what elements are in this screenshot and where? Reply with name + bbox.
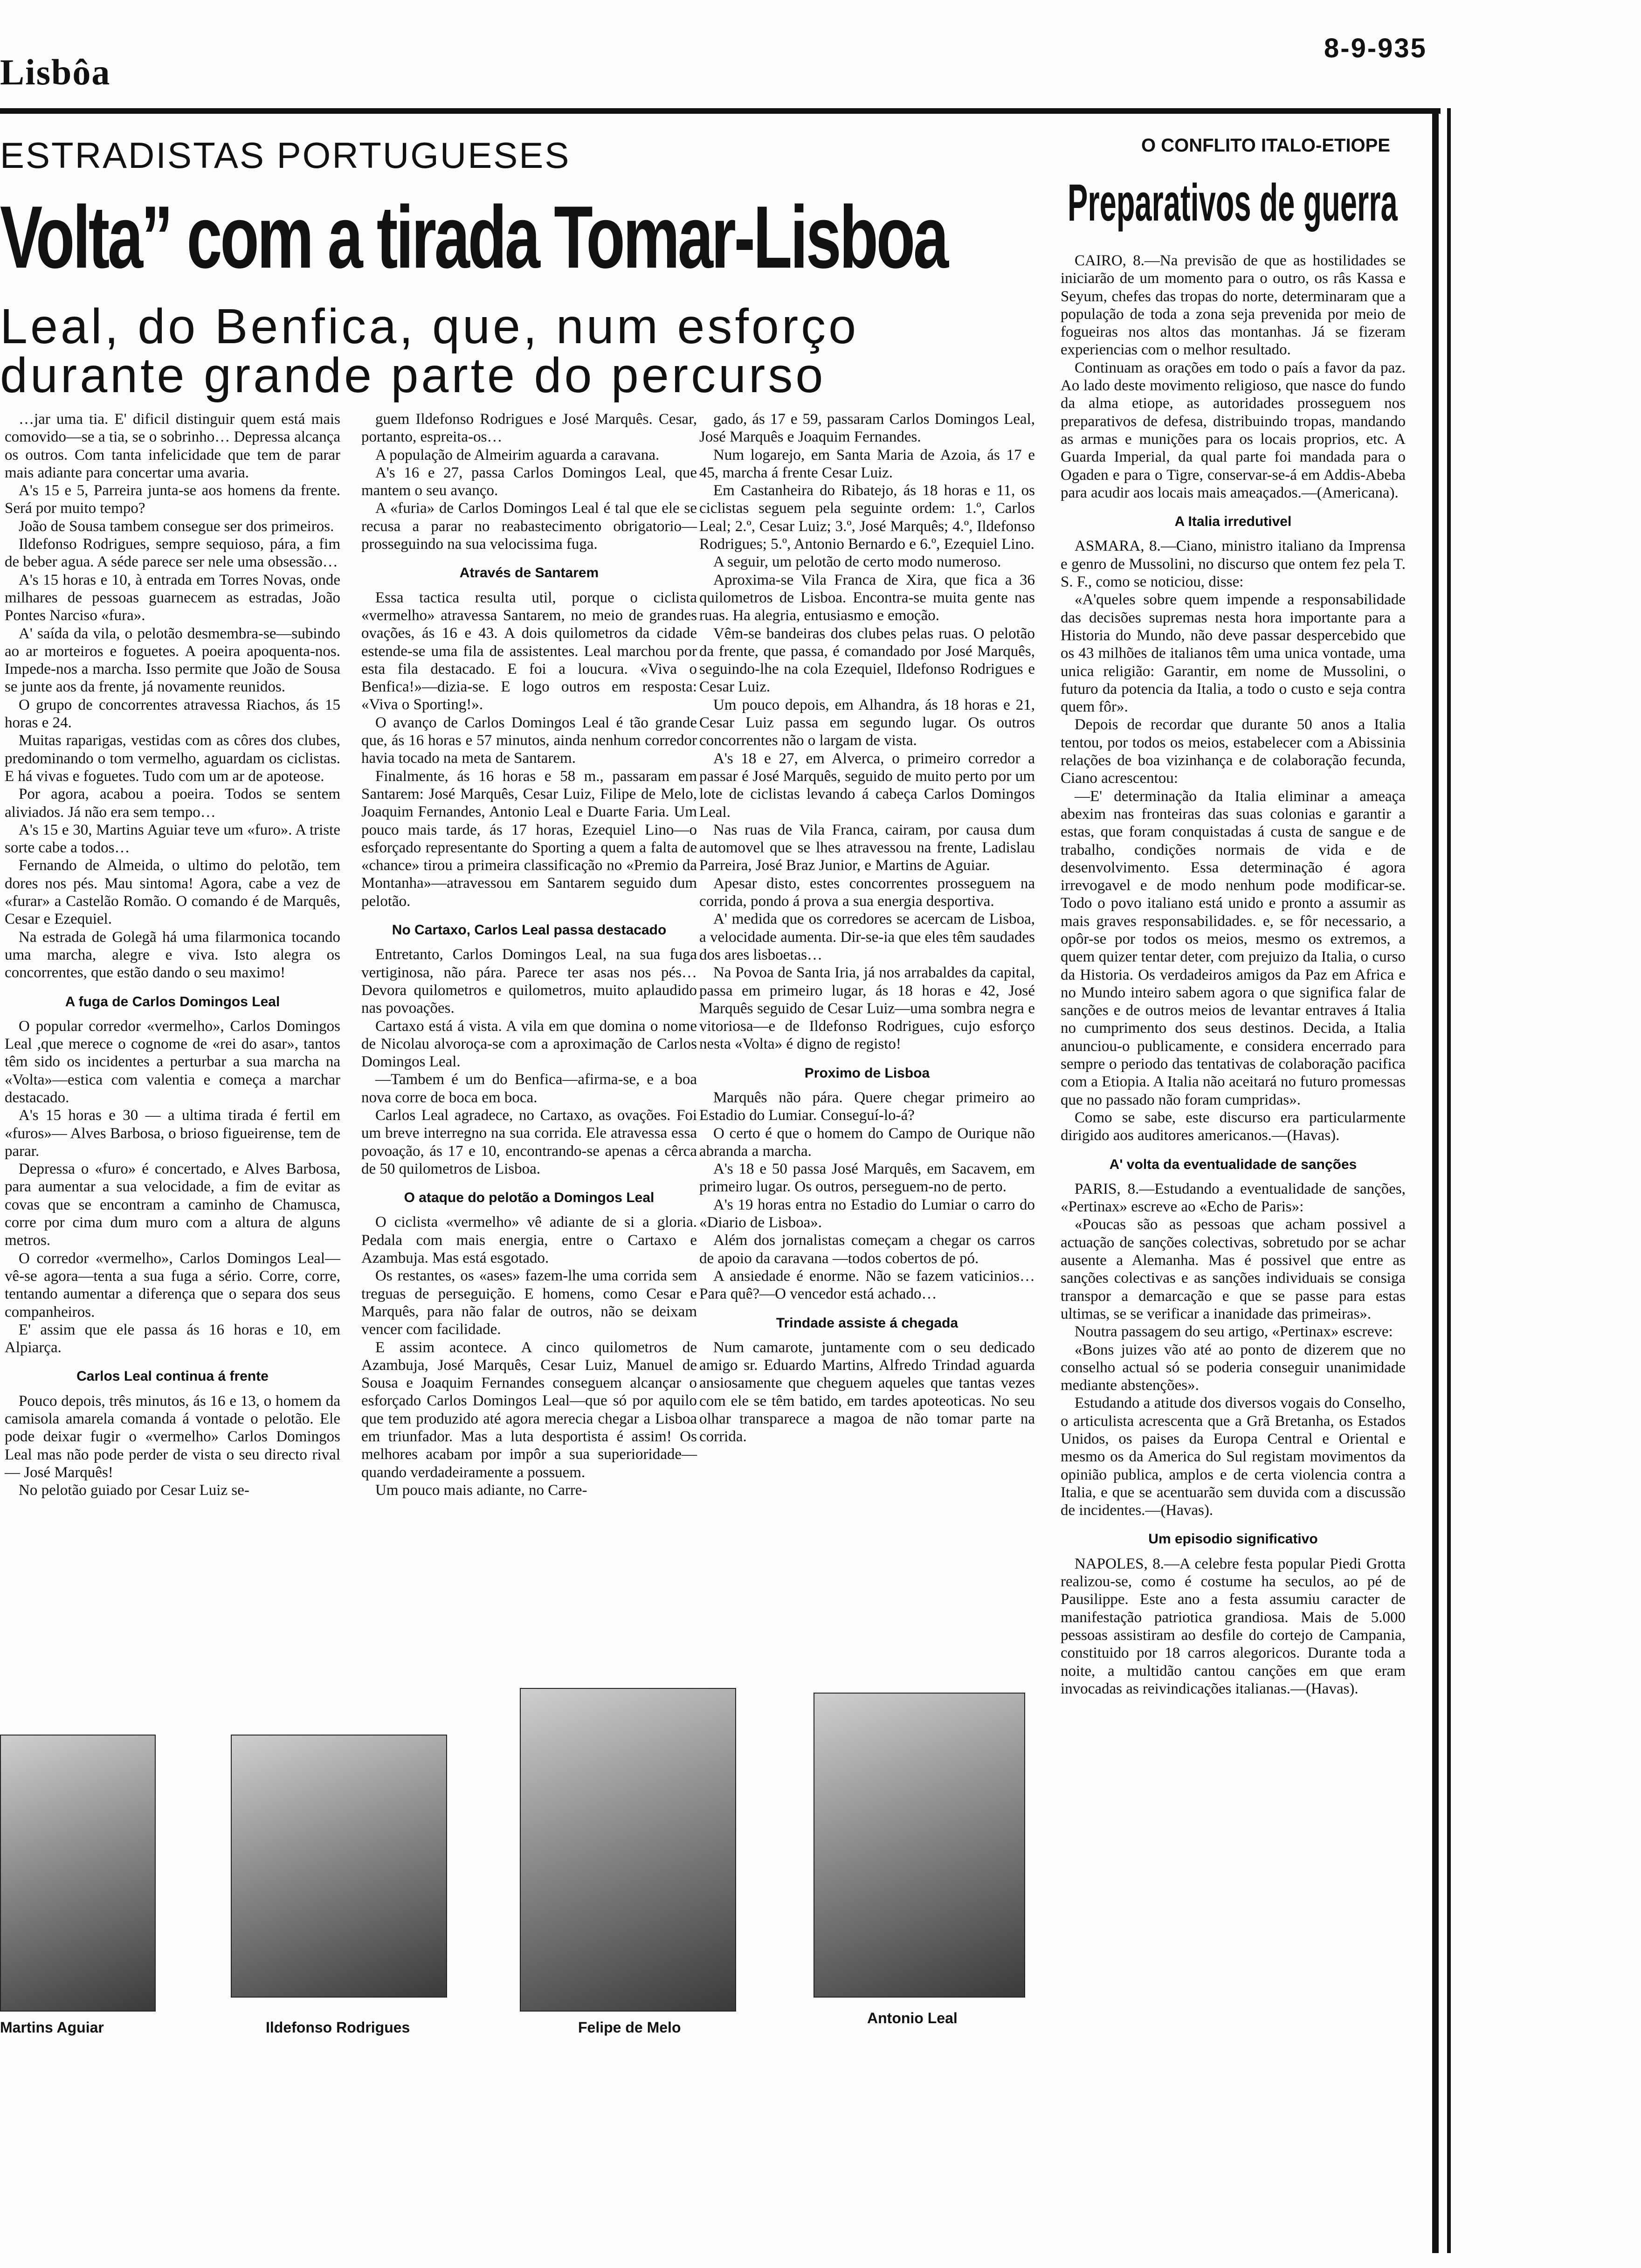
paragraph: «A'queles sobre quem impende a responsabilidade das decisões supremas nesta hora importante para a Historia do Mundo, não deve passar despercebido que os 43 milhões de italianos têm uma unica vontade, uma unica religião: Garantir, em nome de Mussolini, o futuro da potencia da Italia, a todo o custo e seja contra quem fôr».: [1061, 591, 1406, 716]
paragraph: A's 19 horas entra no Estadio do Lumiar o carro do «Diario de Lisboa».: [699, 1196, 1035, 1231]
paragraph: Muitas raparigas, vestidas com as côres dos clubes, predominando o tom vermelho, aguardam os ciclistas. E há vivas e foguetes. Tudo com um ar de apoteose.: [5, 732, 340, 785]
paragraph: Pouco depois, três minutos, ás 16 e 13, o homem da camisola amarela comanda á vontade o pelotão. Ele pode deixar fugir o «vermelho» Carlos Domingos Leal mas não pode perder de vista o seu directo rival — José Marquês!: [5, 1392, 340, 1481]
col2c-paragraphs: [361, 946, 697, 1178]
paragraph: CAIRO, 8.—Na previsão de que as hostilidades se iniciarão de um momento para o outro, os râs Kassa e Seyum, chefes das tropas do norte, determinaram que a população de toda a zona seja prevenida por meio de fogueiras nos altos das montanhas. Já se fizeram experiencias com o melhor resultado.: [1061, 252, 1406, 359]
paragraph: Num camarote, juntamente com o seu dedicado amigo sr. Eduardo Martins, Alfredo Trindad aguarda ansiosamente que cheguem aqueles que tantas vezes com ele se têm batido, em tardes apoteoticas. No seu olhar transparece a magoa de não tomar parte na corrida.: [699, 1339, 1035, 1445]
paragraph: O avanço de Carlos Domingos Leal é tão grande que, ás 16 horas e 57 minutos, ainda nenhum corredor havia tocado na meta de Santarem.: [361, 714, 697, 767]
paragraph: Depressa o «furo» é concertado, e Alves Barbosa, para aumentar a sua velocidade, a fim de evitar as covas que se encontram a caminho de Chamusca, corre por cima dum muro com a altura de alguns metros.: [5, 1161, 340, 1249]
col1b-paragraphs: [5, 1017, 340, 1357]
paragraph: E' assim que ele passa ás 16 horas e 10, em Alpiarça.: [5, 1321, 340, 1356]
right-headline: Preparativos de guerra: [1068, 173, 1398, 232]
subheadline-2: durante grande parte do percurso: [0, 348, 826, 403]
paragraph: A' saída da vila, o pelotão desmembra-se—subindo ao ar morteiros e foguetes. A poeira apoquenta-nos. Impede-nos a marcha. Isso permite que João de Sousa se junte aos da frente, já novamente reunidos.: [5, 625, 340, 696]
col2b-paragraphs: [361, 589, 697, 910]
col1-paragraphs: [5, 410, 340, 982]
right-section-title: O CONFLITO ITALO-ETIOPE: [1141, 135, 1391, 156]
article-column-1: [5, 410, 340, 1500]
paragraph: A's 15 e 5, Parreira junta-se aos homens da frente. Será por muito tempo?: [5, 482, 340, 517]
paragraph: Por agora, acabou a poeira. Todos se sentem aliviados. Já não era sem tempo…: [5, 786, 340, 821]
caption-antonio-leal: Antonio Leal: [867, 2010, 958, 2026]
col2d-paragraphs: [361, 1213, 697, 1499]
paragraph: Um pouco depois, em Alhandra, ás 18 horas e 21, Cesar Luiz passa em segundo lugar. Os outros concorrentes não o largam de vista.: [699, 696, 1035, 749]
article-column-2: [361, 410, 697, 1499]
paragraph: Carlos Leal agradece, no Cartaxo, as ovações. Foi um breve interregno na sua corrida. Ele atravessa essa povoação, ás 17 e 10, encontrando-se apenas a cêrca de 50 quilometros de Lisboa.: [361, 1106, 697, 1177]
paragraph: Além dos jornalistas começam a chegar os carros de apoio da caravana —todos cobertos de pó.: [699, 1232, 1035, 1267]
paragraph: A's 15 horas e 10, à entrada em Torres Novas, onde milhares de pessoas guarnecem as estradas, João Pontes Narciso «fura».: [5, 571, 340, 624]
issue-date: 8-9-935: [1324, 33, 1427, 63]
paragraph: O corredor «vermelho», Carlos Domingos Leal—vê-se agora—tenta a sua fuga a sério. Corre, corre, tentando aumentar a diferença que o separa dos seus companheiros.: [5, 1250, 340, 1321]
column-rule-right: [1432, 108, 1439, 2253]
col3a-paragraphs: [699, 410, 1035, 1053]
subtitle-ataque: O ataque do pelotão a Domingos Leal: [404, 1190, 655, 1206]
paragraph: Em Castanheira do Ribatejo, ás 18 horas e 11, os ciclistas seguem pela seguinte ordem: 1.º, Carlos Leal; 2.º, Cesar Luiz; 3.º, José Marquês; 4.º, Ildefonso Rodrigues; 5.º, Antonio Bernardo e 6.º, Ezequiel Lino.: [699, 482, 1035, 553]
paragraph: NAPOLES, 8.—A celebre festa popular Piedi Grotta realizou-se, como é costume ha seculos, ao pé de Pausilippe. Este ano a festa assumiu caracter de manifestação patriotica grandiosa. Mais de 5.000 pessoas assistiram ao desfile do cortejo de Campania, constituido por 18 carros alegoricos. Durante toda a noite, a multidão cantou canções em que eram invocadas as reivindicações italianas.—(Havas).: [1061, 1555, 1406, 1697]
paragraph: Essa tactica resulta util, porque o ciclista «vermelho» atravessa Santarem, no meio de grandes ovações, ás 16 e 43. A dois quilometros da cidade estende-se uma fila de assistentes. Leal marchou por esta fila destacado. E foi a loucura. «Viva o Benfica!»—dizia-se. E logo outros em resposta: «Viva o Sporting!».: [361, 589, 697, 713]
paragraph: Marquês não pára. Quere chegar primeiro ao Estadio do Lumiar. Conseguí-lo-á?: [699, 1089, 1035, 1124]
paragraph: Nas ruas de Vila Franca, cairam, por causa dum automovel que se lhes atravessou na frente, Ladislau Parreira, José Braz Junior, e Martins de Aguiar.: [699, 821, 1035, 874]
paragraph: Cartaxo está á vista. A vila em que domina o nome de Nicolau alvoroça-se com a aproximação de Carlos Domingos Leal.: [361, 1017, 697, 1071]
paragraph: Depois de recordar que durante 50 anos a Italia tentou, por todos os meios, estabelecer com a Abissinia relações de boa vizinhança e de colaboração fecunda, Ciano acrescentou:: [1061, 716, 1406, 787]
paragraph: Os restantes, os «ases» fazem-lhe uma corrida sem treguas de perseguição. E homens, como Cesar e Marquês, para não falar de outros, não se deixam vencer com facilidade.: [361, 1267, 697, 1338]
paragraph: …jar uma tia. E' dificil distinguir quem está mais comovido—se a tia, se o sobrinho… Depressa alcança os outros. Com tanta infelicidade que tem de parar mais adiante para concertar uma avaria.: [5, 411, 340, 481]
paragraph: PARIS, 8.—Estudando a eventualidade de sanções, «Pertinax» escreve ao «Echo de Paris»:: [1061, 1180, 1406, 1216]
paragraph: O ciclista «vermelho» vê adiante de si a gloria. Pedala com mais energia, entre o Cartaxo e Azambuja. Mas está esgotado.: [361, 1214, 697, 1267]
paragraph: João de Sousa tambem consegue ser dos primeiros.: [19, 518, 334, 535]
paragraph: E assim acontece. A cinco quilometros de Azambuja, José Marquês, Cesar Luiz, Manuel de Sousa e Joaquim Fernandes conseguem alcançar o esforçado Carlos Domingos Leal—que só por aquilo que tem produzido até agora merecia chegar a Lisboa em triunfador. Mas a luta desportista é assim! Os melhores acabam por impôr a sua superioridade—quando verdadeiramente a possuem.: [361, 1339, 697, 1481]
article-column-3: [699, 410, 1035, 1446]
photo-antonio-leal: [814, 1693, 1025, 1998]
paragraph: No pelotão guiado por Cesar Luiz se-: [19, 1482, 249, 1499]
paragraph: A' medida que os corredores se acercam de Lisboa, a velocidade aumenta. Dir-se-ia que eles têm saudades dos ares lisboetas…: [699, 911, 1035, 963]
photo-martins-aguiar: [0, 1735, 156, 2012]
paragraph: Um pouco mais adiante, no Carre-: [375, 1481, 587, 1499]
subtitle-proximo: Proximo de Lisboa: [804, 1065, 930, 1081]
headline: Volta” com a tirada Tomar-Lisboa: [0, 188, 947, 287]
paragraph: A ansiedade é enorme. Não se fazem vaticinios… Para quê?—O vencedor está achado…: [699, 1267, 1035, 1303]
section-title: ESTRADISTAS PORTUGUESES: [0, 135, 571, 176]
paragraph: gado, ás 17 e 59, passaram Carlos Domingos Leal, José Marquês e Joaquim Fernandes.: [699, 411, 1035, 446]
paragraph: Apesar disto, estes concorrentes prosseguem na corrida, pondo á prova a sua energia desportiva.: [699, 875, 1035, 910]
right-d-paragraphs: [1061, 1555, 1406, 1698]
paragraph: O grupo de concorrentes atravessa Riachos, ás 15 horas e 24.: [5, 696, 340, 732]
subtitle-italia: A Italia irredutivel: [1174, 514, 1292, 530]
paragraph: «Bons juizes vão até ao ponto de dizerem que no conselho actual só se poderia conseguir unanimidade mediante abstenções».: [1061, 1341, 1406, 1394]
col3b-paragraphs: [699, 1089, 1035, 1303]
right-c-paragraphs: [1061, 1180, 1406, 1520]
subtitle-episodio: Um episodio significativo: [1148, 1531, 1318, 1547]
paragraph: Aproxima-se Vila Franca de Xira, que fica a 36 quilometros de Lisboa. Encontra-se muita gente nas ruas. Ha alegria, entusiasmo e emoção.: [699, 571, 1035, 624]
caption-felipe-de-melo: Felipe de Melo: [578, 2019, 681, 2036]
paragraph: Na Povoa de Santa Iria, já nos arrabaldes da capital, passa em primeiro lugar, ás 18 horas e 42, José Marquês seguido de Cesar Luiz—uma sombra negra e vitoriosa—e de Ildefonso Rodrigues, cujo esforço nesta «Volta» é digno de registo!: [699, 964, 1035, 1053]
photo-felipe-de-melo: [520, 1688, 736, 2012]
caption-martins-aguiar: Martins Aguiar: [0, 2019, 104, 2036]
paragraph: O popular corredor «vermelho», Carlos Domingos Leal ,que merece o cognome de «rei do asar», tantos têm sido os incidentes a perturbar a sua marcha na «Volta»—estica com valentia e começa a marchar destacado.: [5, 1017, 340, 1106]
paragraph: —Tambem é um do Benfica—afirma-se, e a boa nova corre de boca em boca.: [361, 1071, 697, 1106]
paragraph: Vêm-se bandeiras dos clubes pelas ruas. O pelotão da frente, que passa, é comandado por José Marquês, seguindo-lhe na cola Ezequiel, Ildefonso Rodrigues e Cesar Luiz.: [699, 625, 1035, 696]
column-rule-right-thin: [1447, 108, 1451, 2253]
subtitle-cartaxo: No Cartaxo, Carlos Leal passa destacado: [392, 922, 667, 938]
subtitle-santarem: Através de Santarem: [459, 565, 599, 581]
col1c-paragraphs: [5, 1392, 340, 1500]
paragraph: —E' determinação da Italia eliminar a ameaça abexim nas fronteiras das suas colonias e garantir a estas, que foram conquistadas á custa de sangue e de trabalho, condições normais de vida e de desenvolvimento. Essa determinação é agora irrevogavel e de modo nenhum pode modificar-se. Todo o povo italiano está unido e pronto a assumir as mais graves responsabilidades. e, se fôr necessario, a opôr-se por todos os meios, mesmo os extremos, a quem quizer tentar deter, com prejuizo da Italia, o curso da Historia. Os verdadeiros amigos da Paz em Africa e no Mundo inteiro sabem agora o que significa falar de sanções e de outros meios de levantar entraves á Italia no cumprimento dos seus destinos. Decida, a Italia anunciou-o publicamente, e considera encerrado para sempre o periodo das tentativas de colaboração pacifica com a Etiopia. A Italia não aceitará no futuro promessas que no passado não foram cumpridas».: [1061, 788, 1406, 1108]
paragraph: Ildefonso Rodrigues, sempre sequioso, pára, a fim de beber agua. A séde parece ser nele uma obsessão…: [5, 536, 340, 571]
right-a-paragraphs: [1061, 252, 1406, 502]
paragraph: ASMARA, 8.—Ciano, ministro italiano da Imprensa e genro de Mussolini, no discurso que ontem fez pela T. S. F., como se noticiou, disse:: [1061, 538, 1406, 591]
paragraph: Como se sabe, este discurso era particularmente dirigido aos auditores americanos.—(Havas).: [1061, 1109, 1406, 1144]
paragraph: «Poucas são as pessoas que acham possivel a actuação de sanções colectivas, sobretudo por se achar ausente a Alemanha. Mas é possivel que entre as sanções colectivas e as sanções individuais se consiga transpor a demarcação e que se passe para estas ultimas, se se verificar a inanidade das primeiras».: [1061, 1216, 1406, 1322]
paragraph: Na estrada de Golegã há uma filarmonica tocando uma marcha, alegre e viva. Isto alegra os concorrentes, que estão dando o seu maximo!: [5, 928, 340, 982]
paragraph: Num logarejo, em Santa Maria de Azoia, ás 17 e 45, marcha á frente Cesar Luiz.: [699, 446, 1035, 481]
caption-ildefonso-rodrigues: Ildefonso Rodrigues: [266, 2019, 410, 2036]
right-b-paragraphs: [1061, 537, 1406, 1144]
paragraph: Noutra passagem do seu artigo, «Pertinax» escreve:: [1075, 1323, 1393, 1341]
paragraph: guem Ildefonso Rodrigues e José Marquês. Cesar, portanto, espreita-os…: [361, 411, 697, 446]
paragraph: A's 16 e 27, passa Carlos Domingos Leal, que mantem o seu avanço.: [361, 464, 697, 499]
right-column: [1061, 252, 1406, 1698]
paragraph: A «furia» de Carlos Domingos Leal é tal que ele se recusa a parar no reabastecimento obrigatorio—prosseguindo na sua velocissima fuga.: [361, 500, 697, 553]
paragraph: A's 15 e 30, Martins Aguiar teve um «furo». A triste sorte cabe a todos…: [5, 821, 340, 857]
paragraph: Finalmente, ás 16 horas e 58 m., passaram em Santarem: José Marquês, Cesar Luiz, Filipe de Melo, Joaquim Fernandes, Antonio Leal e Duarte Faria. Um pouco mais tarde, ás 17 horas, Ezequiel Lino—o esforçado representante do Sporting a quem a falta de «chance» tirou a primeira classificação no «Premio da Montanha»—atravessou em Santarem seguido dum pelotão.: [361, 768, 697, 910]
subtitle-sancoes: A' volta da eventualidade de sanções: [1109, 1156, 1357, 1172]
paragraph: A's 18 e 50 passa José Marquês, em Sacavem, em primeiro lugar. Os outros, perseguem-no de perto.: [699, 1161, 1035, 1196]
paragraph: O certo é que o homem do Campo de Ourique não abranda a marcha.: [699, 1125, 1035, 1160]
col3c-paragraphs: [699, 1339, 1035, 1446]
subheadline-1: Leal, do Benfica, que, num esforço: [0, 299, 859, 354]
paragraph: Entretanto, Carlos Domingos Leal, na sua fuga vertiginosa, não pára. Parece ter asas nos pés… Devora quilometros e quilometros, muito aplaudido nas povoações.: [361, 946, 697, 1017]
paragraph: A's 18 e 27, em Alverca, o primeiro corredor a passar é José Marquês, seguido de muito perto por um lote de ciclistas levando á cabeça Carlos Domingos Leal.: [699, 750, 1035, 821]
paragraph: Continuam as orações em todo o país a favor da paz. Ao lado deste movimento religioso, que nasce do fundo da alma etiope, as autoridades prosseguem nos preparativos de defesa, distribuindo tropas, mandando as armas e munições para os locais proprios, etc. A Guarda Imperial, da qual parte foi mandada para o Ogaden e para o Tigre, conservar-se-á em Addis-Abeba para acudir aos locais mais ameaçados.—(Americana).: [1061, 359, 1406, 501]
subtitle-fuga: A fuga de Carlos Domingos Leal: [65, 994, 280, 1010]
col2a-paragraphs: [361, 410, 697, 553]
masthead: Lisbôa: [0, 52, 111, 92]
subtitle-trindade: Trindade assiste á chegada: [776, 1315, 958, 1331]
paragraph: Estudando a atitude dos diversos vogais do Conselho, o articulista acrescenta que a Grã Bretanha, os Estados Unidos, os paises da Europa Central e Oriental e mesmo os da America do Sul registam movimentos da opinião publica, amplos e de certa violencia contra a Italia, e que se acentuarão sem duvida com a discussão de incidentes.—(Havas).: [1061, 1395, 1406, 1519]
header-rule: [0, 108, 1441, 114]
photo-ildefonso-rodrigues: [231, 1735, 447, 1998]
paragraph: A população de Almeirim aguarda a caravana.: [375, 446, 660, 463]
paragraph: A seguir, um pelotão de certo modo numeroso.: [713, 553, 1001, 571]
paragraph: Fernando de Almeida, o ultimo do pelotão, tem dores nos pés. Mau sintoma! Agora, cabe a vez de «furar» a Castelão Romão. O comando é de Marquês, Cesar e Ezequiel.: [5, 857, 340, 928]
paragraph: A's 15 horas e 30 — a ultima tirada é fertil em «furos»— Alves Barbosa, o brioso figueirense, tem de parar.: [5, 1107, 340, 1160]
subtitle-continua: Carlos Leal continua á frente: [76, 1369, 269, 1384]
